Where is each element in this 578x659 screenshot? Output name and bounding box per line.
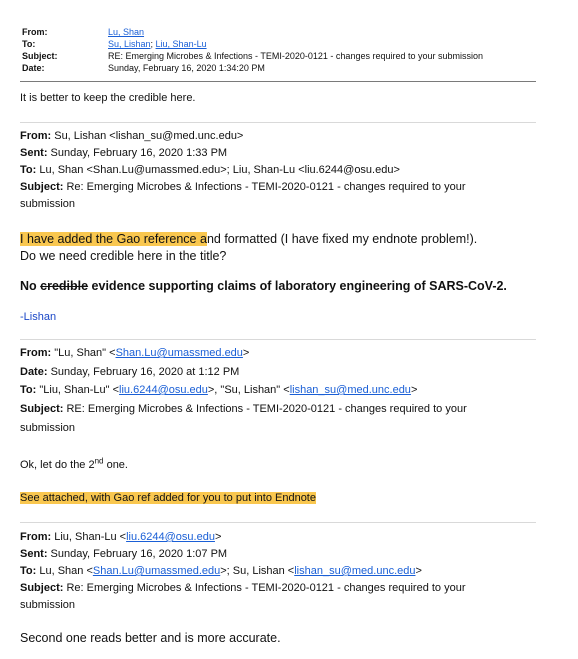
title-pre: No: [20, 279, 41, 293]
msg4-from-pre: Liu, Shan-Lu <: [51, 531, 127, 543]
msg3-body-line1: [20, 456, 540, 471]
msg4-to-email-link-2[interactable]: lishan_su@med.unc.edu: [294, 565, 416, 577]
msg2-body-rest: nd formatted (I have fixed my endnote problem!).: [206, 232, 478, 246]
msg2-subject-value: Re: Emerging Microbes & Infections - TEMI-2020-0121 - changes required to your: [63, 181, 466, 193]
msg4-from-post: >: [214, 531, 222, 543]
msg4-subject-value: Re: Emerging Microbes & Infections - TEMI-2020-0121 - changes required to your: [63, 582, 466, 594]
proposed-title: [20, 279, 540, 293]
email-header: [22, 26, 542, 74]
msg3-from-post: >: [242, 347, 250, 359]
msg3-body-line2: [20, 492, 540, 504]
header-subject-label: Subject:: [22, 51, 58, 61]
header-date-label: Date:: [22, 63, 45, 73]
msg3-to-email-link-1[interactable]: liu.6244@osu.edu: [119, 384, 208, 396]
msg4-from-email-link[interactable]: liu.6244@osu.edu: [126, 531, 215, 543]
msg3-body-post: one.: [103, 459, 128, 471]
msg4-to-email-link-1[interactable]: Shan.Lu@umassmed.edu: [92, 565, 221, 577]
msg2-from: [20, 130, 540, 142]
msg3-date-label: Date:: [20, 366, 48, 378]
struck-word: credible: [40, 279, 89, 293]
msg3-subject-label: Subject:: [20, 403, 64, 415]
message-divider-3: [20, 522, 536, 523]
msg2-sent: [20, 147, 540, 159]
msg3-body-pre: Ok, let do the 2: [20, 459, 95, 471]
msg2-body-line1: [20, 232, 540, 246]
msg4-to-post: >: [415, 565, 422, 577]
header-from-row: [22, 26, 542, 38]
highlighted-text: I have added the Gao reference a: [20, 232, 207, 246]
message-divider-2: [20, 339, 536, 340]
msg3-from-label: From:: [20, 347, 52, 359]
msg2-sent-value: Sunday, February 16, 2020 1:33 PM: [47, 147, 228, 159]
msg2-sent-label: Sent:: [20, 147, 48, 159]
msg4-subject-label: Subject:: [20, 582, 64, 594]
msg3-subject-cont: submission: [20, 422, 76, 434]
msg3-date-value: Sunday, February 16, 2020 at 1:12 PM: [47, 366, 240, 378]
header-divider: [20, 81, 536, 82]
msg2-from-label: From:: [20, 130, 52, 142]
title-post: evidence supporting claims of laboratory engineering of SARS-CoV-2.: [88, 279, 507, 293]
msg3-to: [20, 384, 540, 396]
msg2-to: [20, 164, 540, 176]
signature: -Lishan: [20, 311, 57, 323]
msg4-subject: [20, 582, 540, 594]
msg3-to-label: To:: [20, 384, 37, 396]
msg2-to-label: To:: [20, 164, 37, 176]
header-date-value: Sunday, February 16, 2020 1:34:20 PM: [108, 63, 265, 73]
msg4-sent: [20, 548, 540, 560]
header-to-link-1[interactable]: Su, Lishan: [108, 39, 151, 49]
msg4-subject-cont: submission: [20, 599, 76, 611]
msg2-subject-cont: submission: [20, 198, 76, 210]
msg4-to-mid: >; Su, Lishan <: [220, 565, 295, 577]
msg3-from-email-link[interactable]: Shan.Lu@umassmed.edu: [115, 347, 243, 359]
header-date-row: [22, 62, 542, 74]
message-divider-1: [20, 122, 536, 123]
msg2-subject-label: Subject:: [20, 181, 64, 193]
msg3-from-pre: "Lu, Shan" <: [51, 347, 116, 359]
msg3-date: [20, 366, 540, 378]
msg4-to-label: To:: [20, 565, 37, 577]
header-to-link-2[interactable]: Liu, Shan-Lu: [155, 39, 207, 49]
msg3-to-email-link-2[interactable]: lishan_su@med.unc.edu: [289, 384, 411, 396]
ordinal-superscript: nd: [94, 456, 104, 466]
header-from-label: From:: [22, 27, 48, 37]
msg2-body-line2: Do we need credible here in the title?: [20, 249, 227, 263]
msg3-subject: [20, 403, 540, 415]
highlighted-note: See attached, with Gao ref added for you to put into Endnote: [20, 492, 316, 504]
msg4-from: [20, 531, 540, 543]
msg2-from-value: Su, Lishan <lishan_su@med.unc.edu>: [51, 130, 244, 142]
msg3-to-pre: "Liu, Shan-Lu" <: [36, 384, 120, 396]
header-to-row: [22, 38, 542, 50]
header-to-label: To:: [22, 39, 36, 49]
msg2-subject: [20, 181, 540, 193]
msg4-to-pre: Lu, Shan <: [36, 565, 93, 577]
msg4-sent-value: Sunday, February 16, 2020 1:07 PM: [47, 548, 228, 560]
header-subject-value: RE: Emerging Microbes & Infections - TEMI-2020-0121 - changes required to your submission: [108, 51, 484, 61]
msg4-from-label: From:: [20, 531, 52, 543]
msg4-to: [20, 565, 540, 577]
header-subject-row: [22, 50, 542, 62]
msg4-body: Second one reads better and is more accurate.: [20, 631, 281, 645]
header-from-link[interactable]: Lu, Shan: [108, 27, 145, 37]
msg3-from: [20, 347, 540, 359]
msg3-subject-value: RE: Emerging Microbes & Infections - TEMI-2020-0121 - changes required to your: [63, 403, 467, 415]
msg2-to-value: Lu, Shan <Shan.Lu@umassmed.edu>; Liu, Shan-Lu <liu.6244@osu.edu>: [36, 164, 400, 176]
msg3-to-post: >: [410, 384, 418, 396]
header-to-separator: ;: [150, 39, 156, 49]
msg4-sent-label: Sent:: [20, 548, 48, 560]
reply-body: It is better to keep the credible here.: [20, 92, 196, 104]
msg3-to-mid: >, "Su, Lishan" <: [207, 384, 290, 396]
